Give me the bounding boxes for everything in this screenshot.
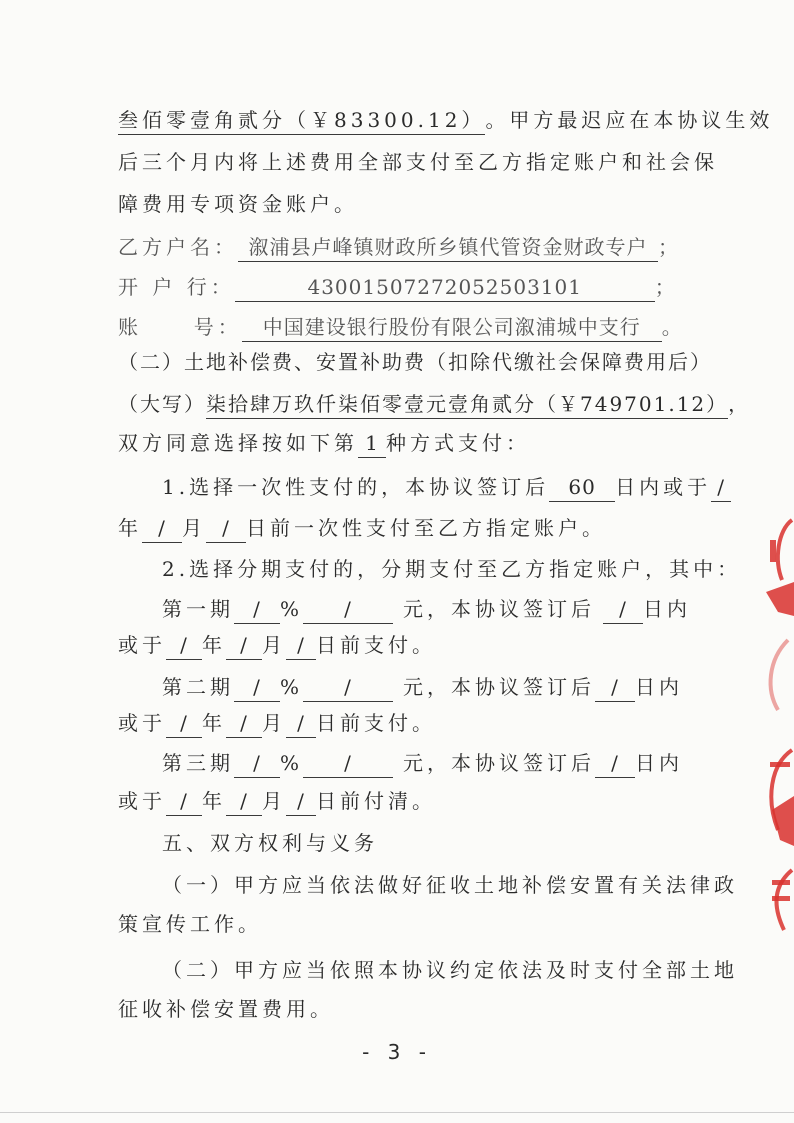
blank-value: / <box>142 514 182 543</box>
text: （大写） <box>118 392 206 416</box>
seal-stamp <box>748 500 794 940</box>
percent-value: / <box>234 749 280 778</box>
paragraph-line <box>0 868 794 902</box>
text: 日内 <box>635 751 684 775</box>
text: 五、双方权利与义务 <box>162 831 378 855</box>
paragraph-line <box>0 511 794 545</box>
text: 日内 <box>635 675 684 699</box>
text: 年 <box>202 633 226 657</box>
month-value: / <box>226 631 262 660</box>
installment-line <box>0 592 794 626</box>
account-name-line <box>0 230 794 264</box>
amount-words: 叁佰零壹角贰分（￥83300.12） <box>118 106 485 135</box>
month-value: / <box>226 709 262 738</box>
installment-label: 第一期 <box>162 597 234 621</box>
text: ； <box>654 275 679 299</box>
year-value: / <box>166 709 202 738</box>
option-number: 1 <box>358 429 386 458</box>
text: 月 <box>262 633 286 657</box>
text: 后三个月内将上述费用全部支付至乙方指定账户和社会保 <box>118 150 718 174</box>
text: 。 <box>661 315 686 339</box>
blank-value: / <box>206 514 246 543</box>
account-number-value: 中国建设银行股份有限公司溆浦城中支行 <box>242 313 662 342</box>
days-value: 60 <box>549 473 615 502</box>
month-value: / <box>226 787 262 816</box>
day-value: / <box>286 787 316 816</box>
paragraph-line <box>0 953 794 987</box>
text: 年 <box>202 789 226 813</box>
text: 月 <box>262 711 286 735</box>
text: % <box>280 751 304 775</box>
text: ； <box>658 235 682 259</box>
text: 月 <box>182 516 206 540</box>
text: 1.选择一次性支付的，本协议签订后 <box>162 475 550 499</box>
field-label: 账 号： <box>118 315 242 339</box>
bank-value: 43001507272052503101 <box>235 273 655 302</box>
text: ， <box>728 392 751 416</box>
days-value: / <box>595 749 635 778</box>
amount-value: / <box>303 595 393 624</box>
paragraph-line <box>0 784 794 818</box>
text: 策宣传工作。 <box>118 912 262 936</box>
paragraph-line <box>0 470 794 504</box>
account-number-line <box>0 310 794 344</box>
amount-words: 柒拾肆万玖仟柒佰零壹元壹角贰分（￥749701.12） <box>206 390 728 419</box>
field-label: 开 户 行： <box>118 275 235 299</box>
amount-value: / <box>303 749 393 778</box>
days-value: / <box>603 595 643 624</box>
text: 年 <box>118 516 142 540</box>
text: （二）甲方应当依照本协议约定依法及时支付全部土地 <box>162 958 738 982</box>
text: 2.选择分期支付的，分期支付至乙方指定账户，其中： <box>162 557 742 581</box>
paragraph-line <box>0 907 794 941</box>
paragraph-line <box>0 103 794 137</box>
text: 或于 <box>118 633 166 657</box>
text: 月 <box>262 789 286 813</box>
account-name-value: 溆浦县卢峰镇财政所乡镇代管资金财政专户 <box>238 233 658 262</box>
installment-label: 第三期 <box>162 751 234 775</box>
installment-label: 第二期 <box>162 675 234 699</box>
paragraph-line <box>0 706 794 740</box>
page-number: - 3 - <box>362 1040 432 1064</box>
field-label: 乙方户名： <box>118 235 238 259</box>
day-value: / <box>286 631 316 660</box>
text: % <box>280 597 304 621</box>
text: 日前一次性支付至乙方指定账户。 <box>246 516 606 540</box>
text: 日前支付。 <box>316 711 436 735</box>
text: 双方同意选择按如下第 <box>118 431 358 455</box>
text: 日前支付。 <box>316 633 436 657</box>
paragraph-line <box>0 187 794 221</box>
text: （一）甲方应当依法做好征收土地补偿安置有关法律政 <box>162 873 738 897</box>
paragraph-line <box>0 628 794 662</box>
percent-value: / <box>234 673 280 702</box>
text: 日内或于 <box>615 475 712 499</box>
percent-value: / <box>234 595 280 624</box>
text: 或于 <box>118 711 166 735</box>
text: 。甲方最迟应在本协议生效 <box>485 108 774 132</box>
installment-line <box>0 746 794 780</box>
text: 元，本协议签订后 <box>403 675 596 699</box>
text: % <box>280 675 304 699</box>
paragraph-line <box>0 992 794 1026</box>
text: 或于 <box>118 789 166 813</box>
text: 年 <box>202 711 226 735</box>
text: 日内 <box>643 597 692 621</box>
section-heading <box>0 826 794 860</box>
text: 元，本协议签订后 <box>403 597 596 621</box>
paragraph-line <box>0 387 794 421</box>
text: （二）土地补偿费、安置补助费（扣除代缴社会保障费用后） <box>118 350 712 374</box>
days-value: / <box>595 673 635 702</box>
day-value: / <box>286 709 316 738</box>
scan-edge-line <box>0 1112 794 1113</box>
year-value: / <box>166 631 202 660</box>
text: 征收补偿安置费用。 <box>118 997 334 1021</box>
text: 日前付清。 <box>316 789 436 813</box>
year-value: / <box>166 787 202 816</box>
paragraph-line <box>0 552 794 586</box>
paragraph-line <box>0 426 794 460</box>
paragraph-line <box>0 345 794 379</box>
text: 种方式支付： <box>386 431 530 455</box>
installment-line <box>0 670 794 704</box>
text: 障费用专项资金账户。 <box>118 192 358 216</box>
amount-value: / <box>303 673 393 702</box>
paragraph-line <box>0 145 794 179</box>
text: 元，本协议签订后 <box>403 751 596 775</box>
bank-line <box>0 270 794 304</box>
blank-value: / <box>711 473 731 502</box>
